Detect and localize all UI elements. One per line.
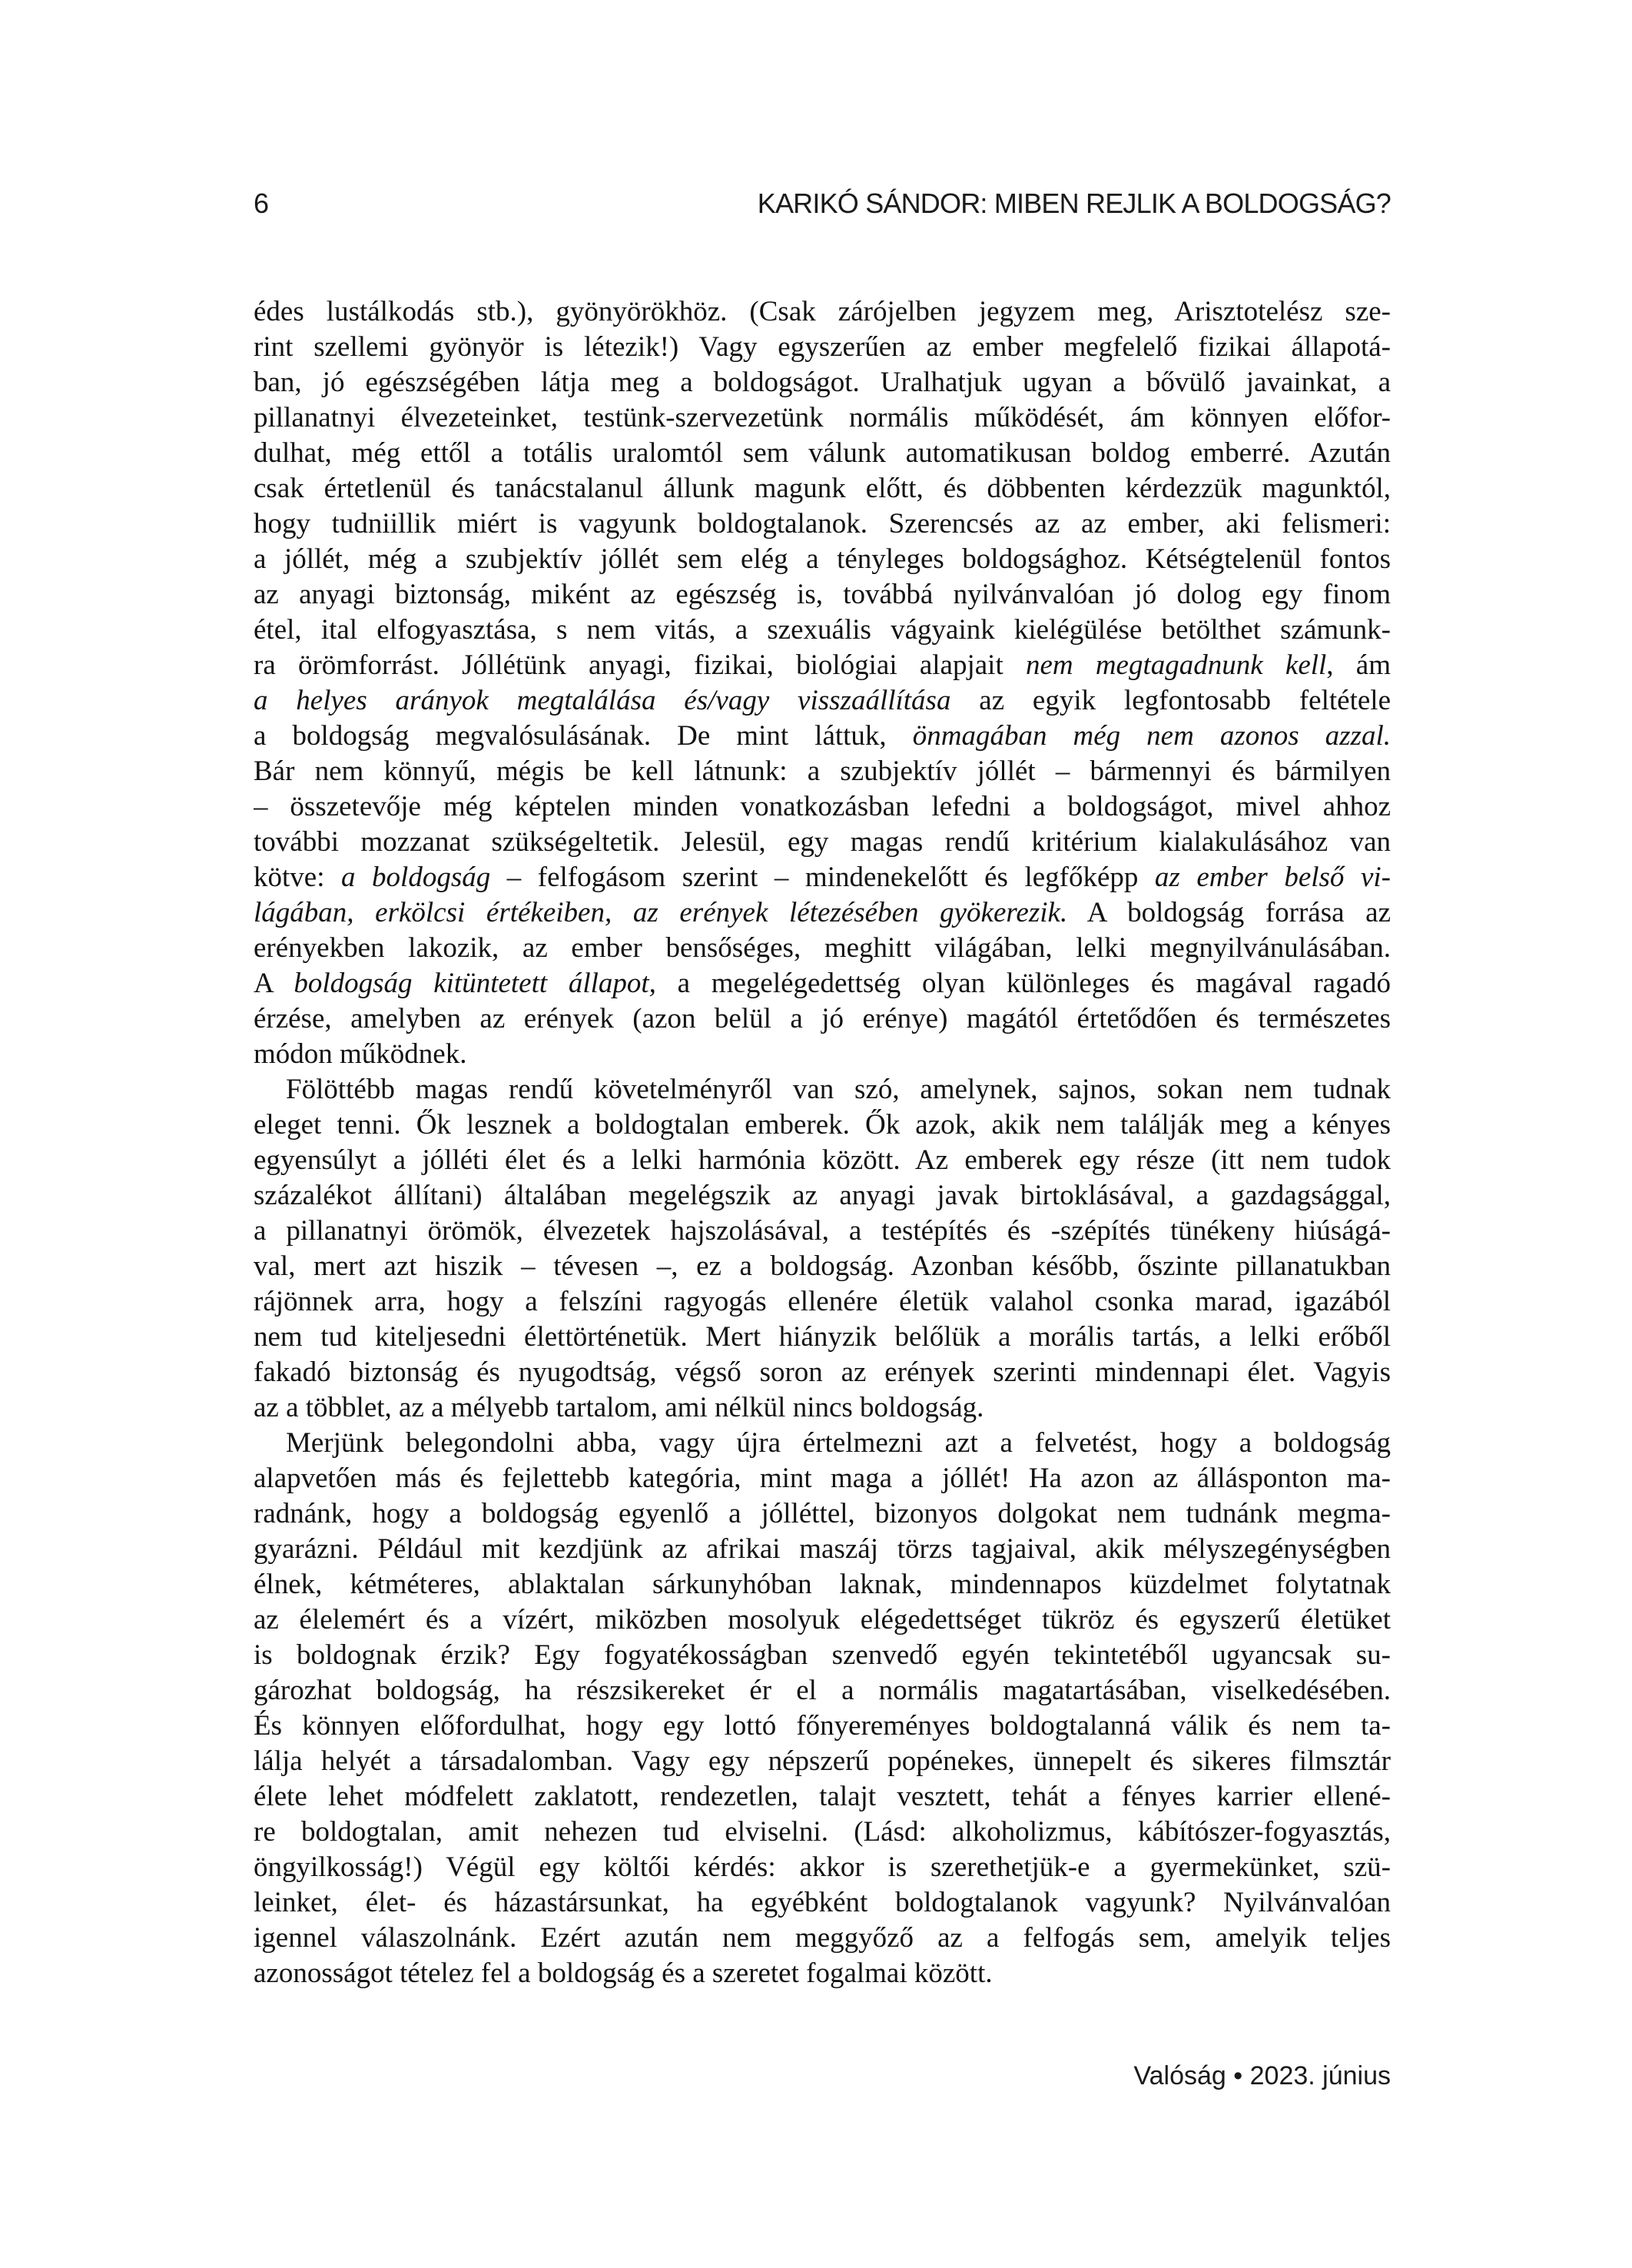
text-line	[254, 1178, 1391, 1214]
text-segment: Bár nem könnyű, mégis be kell látnunk: a szubjektív jóllét – bármennyi és bármilyen	[254, 755, 1391, 787]
text-line	[254, 1390, 1391, 1426]
text-segment: élnek, kétméteres, ablaktalan sárkunyhóban laknak, mindennapos küzdelmet folytatnak	[254, 1569, 1391, 1600]
text-line	[254, 1037, 1391, 1072]
text-line	[254, 1602, 1391, 1638]
text-segment: re boldogtalan, amit nehezen tud elviselni. (Lásd: alkoholizmus, kábítószer-fogyasztás,	[254, 1816, 1391, 1848]
text-line	[254, 1815, 1391, 1850]
italic-text: nem megtagadnunk kell	[1025, 649, 1327, 681]
text-line	[254, 542, 1391, 577]
paragraph	[254, 1426, 1391, 1991]
text-line	[254, 294, 1391, 330]
text-line	[254, 1284, 1391, 1320]
text-line	[254, 1461, 1391, 1496]
text-line	[254, 1496, 1391, 1532]
text-segment: öngyilkosság!) Végül egy költői kérdés: akkor is szerethetjük-e a gyermekünket, szü-	[254, 1851, 1391, 1883]
text-segment: nem tud kiteljesedni élettörténetük. Mert hiányzik belőlük a morális tartás, a lelki erőből	[254, 1321, 1391, 1353]
text-segment: , ám	[1326, 649, 1391, 681]
text-line	[254, 931, 1391, 966]
text-segment: módon működnek.	[254, 1038, 467, 1070]
text-segment: radnánk, hogy a boldogság egyenlő a jólléttel, bizonyos dolgokat nem tudnánk megma-	[254, 1498, 1391, 1529]
text-segment: Fölöttébb magas rendű követelményről van szó, amelynek, sajnos, sokan nem tudnak	[286, 1074, 1391, 1105]
text-line	[254, 1320, 1391, 1355]
text-line	[254, 1956, 1391, 1991]
text-segment: – összetevője még képtelen minden vonatkozásban lefedni a boldogságot, mivel ahhoz	[254, 791, 1391, 822]
text-line	[254, 895, 1391, 931]
text-line	[254, 1143, 1391, 1178]
text-segment: a megelégedettség olyan különleges és magával ragadó	[655, 968, 1391, 999]
text-segment: rint szellemi gyönyör is létezik!) Vagy egyszerűen az ember megfelelő fizikai állapotá-	[254, 331, 1391, 363]
text-segment: rájönnek arra, hogy a felszíni ragyogás ellenére életük valahol csonka marad, igazából	[254, 1286, 1391, 1317]
text-line	[254, 825, 1391, 860]
text-line	[254, 1001, 1391, 1037]
text-segment: hogy tudniillik miért is vagyunk boldogtalanok. Szerencsés az az ember, aki felismeri:	[254, 508, 1391, 540]
text-line	[254, 365, 1391, 400]
article-body	[254, 294, 1391, 1991]
text-segment: ra örömforrást. Jóllétünk anyagi, fizikai, biológiai alapjait	[254, 649, 1026, 681]
text-segment: alapvetően más és fejlettebb kategória, mint maga a jóllét! Ha azon az állásponton ma-	[254, 1463, 1391, 1494]
paragraph	[254, 1072, 1391, 1426]
text-line	[254, 966, 1391, 1001]
text-segment: százalékot állítani) általában megelégszik az anyagi javak birtoklásával, a gazdagsággal,	[254, 1180, 1391, 1211]
text-line	[254, 1107, 1391, 1143]
page-footer	[254, 2061, 1391, 2091]
text-segment: is boldognak érzik? Egy fogyatékosságban szenvedő egyén tekintetéből ugyancsak su-	[254, 1639, 1391, 1671]
text-segment: leinket, élet- és házastársunkat, ha egyébként boldogtalanok vagyunk? Nyilvánvalóan	[254, 1887, 1391, 1918]
text-line	[254, 719, 1391, 754]
text-line	[254, 1532, 1391, 1567]
italic-text: önmagában még nem azonos azzal.	[912, 720, 1391, 752]
text-line	[254, 400, 1391, 436]
running-title: KARIKÓ SÁNDOR: MIBEN REJLIK A BOLDOGSÁG?	[757, 188, 1391, 219]
text-line	[254, 1426, 1391, 1461]
text-segment: a jóllét, még a szubjektív jóllét sem elég a tényleges boldogsághoz. Kétségtelenül fontos	[254, 543, 1391, 575]
text-line	[254, 1673, 1391, 1708]
text-segment: azonosságot tételez fel a boldogság és a szeretet fogalmai között.	[254, 1958, 993, 1989]
text-segment: – felfogásom szerint – mindenekelőtt és legfőképp	[490, 862, 1155, 893]
text-line	[254, 1249, 1391, 1284]
text-line	[254, 506, 1391, 542]
text-segment: igennel válaszolnánk. Ezért azután nem meggyőző az a felfogás sem, amelyik teljes	[254, 1922, 1391, 1954]
text-segment: a boldogság megvalósulásának. De mint láttuk,	[254, 720, 913, 752]
running-head	[254, 188, 1391, 220]
text-segment: további mozzanat szükségeltetik. Jelesül, egy magas rendű kritérium kialakulásához van	[254, 826, 1391, 858]
text-segment: érzése, amelyben az erények (azon belül a jó erénye) magától értetődően és természetes	[254, 1003, 1391, 1034]
text-line	[254, 648, 1391, 683]
text-segment: kötve:	[254, 862, 342, 893]
text-segment: A boldogság forrása az	[1067, 897, 1391, 928]
text-segment: fakadó biztonság és nyugodtság, végső soron az erények szerinti mindennapi élet. Vagyis	[254, 1356, 1391, 1388]
italic-text: a helyes arányok megtalálása és/vagy visszaállítása	[254, 685, 951, 716]
text-line	[254, 860, 1391, 895]
italic-text: boldogság kitüntetett állapot,	[294, 968, 656, 999]
text-segment: egyensúlyt a jólléti élet és a lelki harmónia között. Az emberek egy része (itt nem tudok	[254, 1144, 1391, 1176]
text-line	[254, 1885, 1391, 1921]
text-segment: édes lustálkodás stb.), gyönyörökhöz. (Csak zárójelben jegyzem meg, Arisztotelész sze-	[254, 296, 1391, 327]
text-line	[254, 754, 1391, 789]
text-line	[254, 1921, 1391, 1956]
italic-text: a boldogság	[341, 862, 491, 893]
text-line	[254, 1779, 1391, 1815]
text-segment: ban, jó egészségében látja meg a boldogságot. Uralhatjuk ugyan a bővülő javainkat, a	[254, 367, 1391, 398]
text-segment: A	[254, 968, 294, 999]
text-line	[254, 1072, 1391, 1107]
journal-name-date: Valóság • 2023. június	[1133, 2061, 1391, 2090]
text-line	[254, 683, 1391, 719]
text-line	[254, 1567, 1391, 1602]
text-line	[254, 1744, 1391, 1779]
text-segment: lálja helyét a társadalomban. Vagy egy népszerű popénekes, ünnepelt és sikeres filmsztár	[254, 1745, 1391, 1777]
text-line	[254, 789, 1391, 825]
text-segment: az élelemért és a vízért, miközben mosolyuk elégedettséget tükröz és egyszerű életüket	[254, 1604, 1391, 1635]
paragraph	[254, 294, 1391, 1072]
text-line	[254, 1214, 1391, 1249]
italic-text: lágában, erkölcsi értékeiben, az erények létezésében gyökerezik.	[254, 897, 1068, 928]
text-line	[254, 471, 1391, 506]
text-line	[254, 1638, 1391, 1673]
text-segment: val, mert azt hiszik – tévesen –, ez a boldogság. Azonban később, őszinte pillanatukban	[254, 1250, 1391, 1282]
text-segment: élete lehet módfelett zaklatott, rendezetlen, talajt vesztett, tehát a fényes karrier ellené-	[254, 1781, 1391, 1812]
text-segment: pillanatnyi élvezeteinket, testünk-szervezetünk normális működését, ám könnyen előfor-	[254, 402, 1391, 433]
text-segment: eleget tenni. Ők lesznek a boldogtalan emberek. Ők azok, akik nem találják meg a kényes	[254, 1109, 1391, 1141]
text-line	[254, 1708, 1391, 1744]
text-segment: étel, ital elfogyasztása, s nem vitás, a szexuális vágyaink kielégülése betölthet számunk-	[254, 614, 1391, 646]
text-line	[254, 330, 1391, 365]
text-segment: csak értetlenül és tanácstalanul állunk magunk előtt, és döbbenten kérdezzük magunktól,	[254, 473, 1391, 504]
text-segment: gyarázni. Például mit kezdjünk az afrikai maszáj törzs tagjaival, akik mélyszegénységben	[254, 1533, 1391, 1565]
text-segment: a pillanatnyi örömök, élvezetek hajszolásával, a testépítés és -szépítés tünékeny hiúságá-	[254, 1215, 1391, 1247]
text-segment: dulhat, még ettől a totális uralomtól sem válunk automatikusan boldog emberré. Azután	[254, 437, 1391, 469]
text-segment: erényekben lakozik, az ember bensőséges, meghitt világában, lelki megnyilvánulásában.	[254, 932, 1391, 964]
text-segment: az a többlet, az a mélyebb tartalom, ami nélkül nincs boldogság.	[254, 1392, 984, 1423]
italic-text: az ember belső vi-	[1154, 862, 1391, 893]
text-line	[254, 613, 1391, 648]
page-number: 6	[254, 188, 270, 219]
text-segment: az egyik legfontosabb feltétele	[950, 685, 1391, 716]
text-line	[254, 1850, 1391, 1885]
text-line	[254, 577, 1391, 613]
text-segment: gározhat boldogság, ha részsikereket ér el a normális magatartásában, viselkedésében.	[254, 1675, 1391, 1706]
text-line	[254, 1355, 1391, 1390]
text-segment: Merjünk belegondolni abba, vagy újra értelmezni azt a felvetést, hogy a boldogság	[286, 1427, 1391, 1459]
text-segment: És könnyen előfordulhat, hogy egy lottó főnyereményes boldogtalanná válik és nem ta-	[254, 1710, 1391, 1742]
text-segment: az anyagi biztonság, miként az egészség is, továbbá nyilvánvalóan jó dolog egy finom	[254, 579, 1391, 610]
text-line	[254, 436, 1391, 471]
